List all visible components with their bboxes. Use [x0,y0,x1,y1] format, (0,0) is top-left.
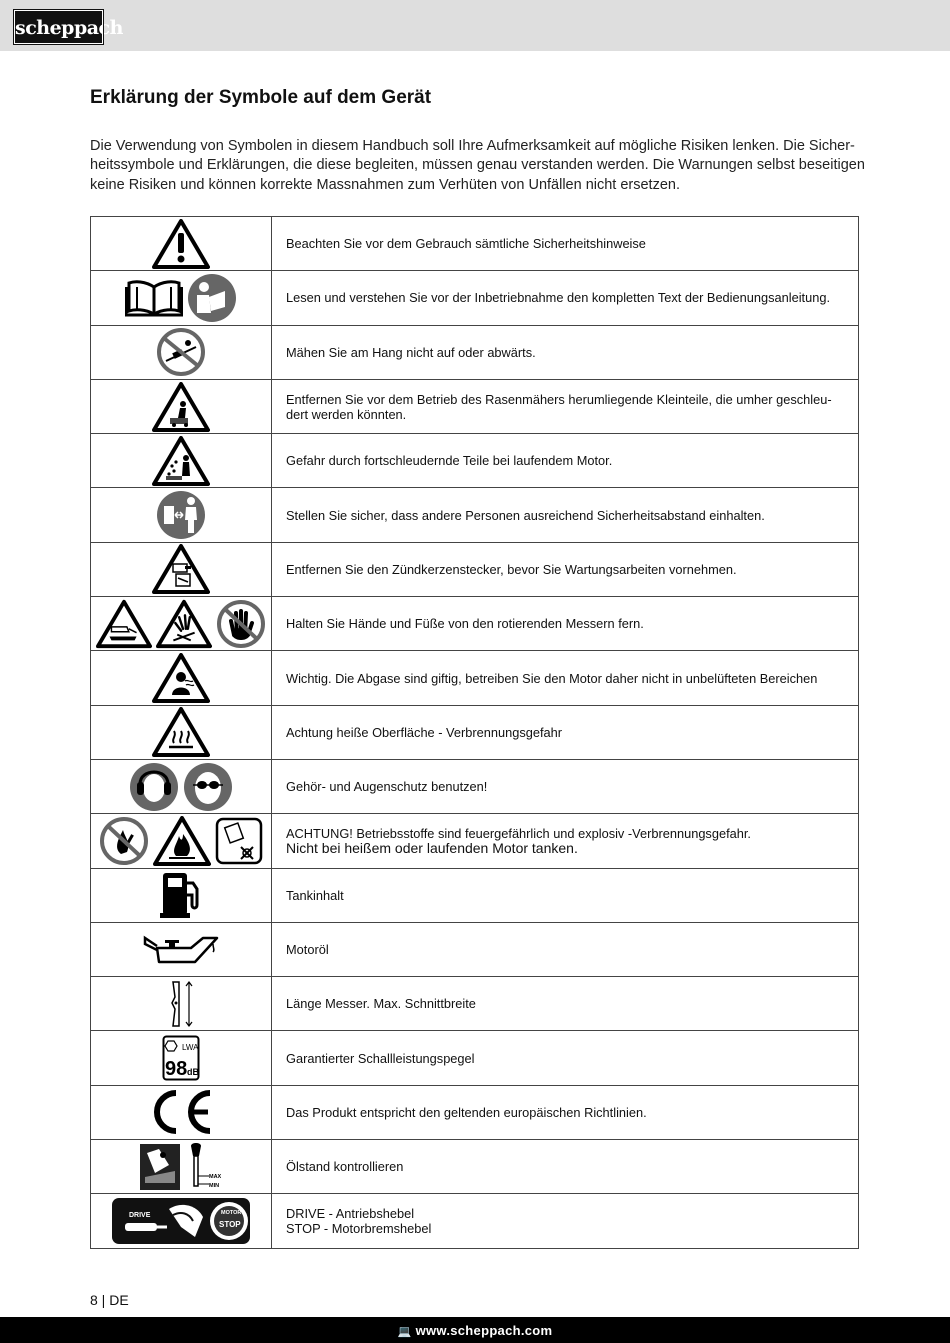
icon-cell [91,488,272,542]
table-row [91,542,859,596]
icon-cell [91,977,272,1031]
dipstick-icon [185,1142,223,1192]
symbol-description: Motoröl [272,922,859,976]
no-open-flame-icon [99,816,149,866]
table-row [91,1031,859,1085]
symbol-description: Ölstand kontrollieren [272,1140,859,1194]
icon-cell [91,597,272,651]
symbol-description: Gehör- und Augenschutz benutzen! [272,759,859,813]
max-label: MAX [209,1173,222,1180]
symbol-description: Achtung heiße Oberfläche - Verbrennungsgefahr [272,705,859,759]
eye-protection-icon [183,762,233,812]
no-slope-mowing-icon [156,327,206,377]
open-book-icon [125,279,183,317]
ce-mark-icon [148,1089,214,1135]
icon-cell [91,217,272,271]
ear-protection-icon [129,762,179,812]
foot-blade-warning-icon [96,599,152,649]
table-row [91,651,859,705]
brand-logo: scheppach [14,10,103,44]
icon-cell [91,759,272,813]
icon-cell [91,814,272,868]
thrown-objects-warning-icon [152,436,210,486]
symbol-description: Beachten Sie vor dem Gebrauch sämtliche Sicherheitshinweise [272,217,859,271]
symbol-description: Wichtig. Die Abgase sind giftig, betreiben Sie den Motor daher nicht in unbelüfteten Bereichen [272,651,859,705]
icon-cell [91,1085,272,1139]
safety-distance-icon [156,490,206,540]
icon-cell [91,434,272,488]
footer-url[interactable]: www.scheppach.com [415,1323,553,1338]
icon-cell [91,1194,272,1248]
icon-cell [91,1140,272,1194]
symbol-description: Lesen und verstehen Sie vor der Inbetriebnahme den kompletten Text der Bedienungsanleitung. [272,271,859,325]
symbol-description-line: STOP - Motorbremshebel [286,1220,432,1236]
symbol-description: Entfernen Sie vor dem Betrieb des Rasenmähers herumliegende Kleinteile, die umher geschleudert werden könnten. [272,379,859,433]
oil-level-check-icon [139,1143,181,1191]
table-row [91,1140,859,1194]
table-row [91,1194,859,1248]
table-row [91,814,859,868]
remove-debris-warning-icon [152,382,210,432]
drive-label: DRIVE [129,1211,151,1219]
hand-blade-warning-icon [156,599,212,649]
icon-cell [91,868,272,922]
no-hand-icon [216,599,266,649]
table-row [91,217,859,271]
symbol-description: Mähen Sie am Hang nicht auf oder abwärts. [272,325,859,379]
min-label: MIN [209,1182,220,1189]
symbol-description-line: ACHTUNG! Betriebsstoffe sind feuergefährlich und explosiv -Verbrennungsgefahr. [286,825,751,841]
footer-bar [0,1317,950,1343]
table-row [91,379,859,433]
table-row [91,977,859,1031]
symbol-description: Halten Sie Hände und Füße von den rotierenden Messern fern. [272,597,859,651]
table-row [91,597,859,651]
db-value: 98 [165,1058,188,1081]
icon-cell [91,379,272,433]
table-row [91,759,859,813]
symbol-description: Das Produkt entspricht den geltenden europäischen Richtlinien. [272,1085,859,1139]
symbol-description [272,1194,859,1248]
table-row [91,868,859,922]
oil-can-icon [143,932,219,968]
refuel-engine-off-icon [215,817,263,865]
table-row [91,922,859,976]
page-title: Erklärung der Symbole auf dem Gerät [90,87,432,108]
icon-cell [91,542,272,596]
table-row [91,271,859,325]
drive-stop-lever-icon [111,1197,251,1245]
warning-triangle-icon [152,219,210,269]
flammable-warning-icon [153,816,211,866]
symbol-description: Stellen Sie sicher, dass andere Personen ausreichend Sicherheitsabstand einhalten. [272,488,859,542]
symbol-description: Garantierter Schallleistungspegel [272,1031,859,1085]
page-number: 8 | DE [90,1292,129,1308]
symbol-description: Länge Messer. Max. Schnittbreite [272,977,859,1031]
symbol-table [90,216,859,1249]
fuel-pump-icon [159,871,203,919]
symbol-description: Gefahr durch fortschleudernde Teile bei laufendem Motor. [272,434,859,488]
icon-cell [91,325,272,379]
header-bar [0,0,950,51]
symbol-description: Tankinhalt [272,868,859,922]
symbol-description-line: Nicht bei heißem oder laufenden Motor tanken. [286,839,578,856]
table-row [91,434,859,488]
db-unit: dB [187,1067,199,1078]
hot-surface-warning-icon [152,707,210,757]
table-row [91,705,859,759]
lwa-label: LWA [182,1043,199,1053]
sound-power-level-icon [162,1035,200,1081]
toxic-fumes-warning-icon [152,653,210,703]
symbol-description [272,814,859,868]
intro-paragraph: Die Verwendung von Symbolen in diesem Handbuch soll Ihre Aufmerksamkeit auf mögliche Risiken lenken. Die Sicherheitssymbole und Erklärungen, die diese begleiten, müssen genau verstanden werden. Die Warnungen selbst beseitigen keine Risiken und können korrekte Massnahmen zum Verhüten von Unfällen nicht ersetzen. [90,138,865,193]
spark-plug-warning-icon [152,544,210,594]
table-row [91,325,859,379]
icon-cell [91,922,272,976]
icon-cell [91,271,272,325]
icon-cell [91,1031,272,1085]
icon-cell [91,705,272,759]
table-row [91,1085,859,1139]
blade-length-icon [161,979,201,1029]
motor-label: MOTOR [221,1209,242,1216]
computer-icon: 💻 [397,1326,412,1338]
stop-label: STOP [219,1219,241,1229]
icon-cell [91,651,272,705]
table-row [91,488,859,542]
read-manual-icon [187,273,237,323]
symbol-description: Entfernen Sie den Zündkerzenstecker, bevor Sie Wartungsarbeiten vornehmen. [272,542,859,596]
symbol-description-line: DRIVE - Antriebshebel [286,1205,415,1221]
